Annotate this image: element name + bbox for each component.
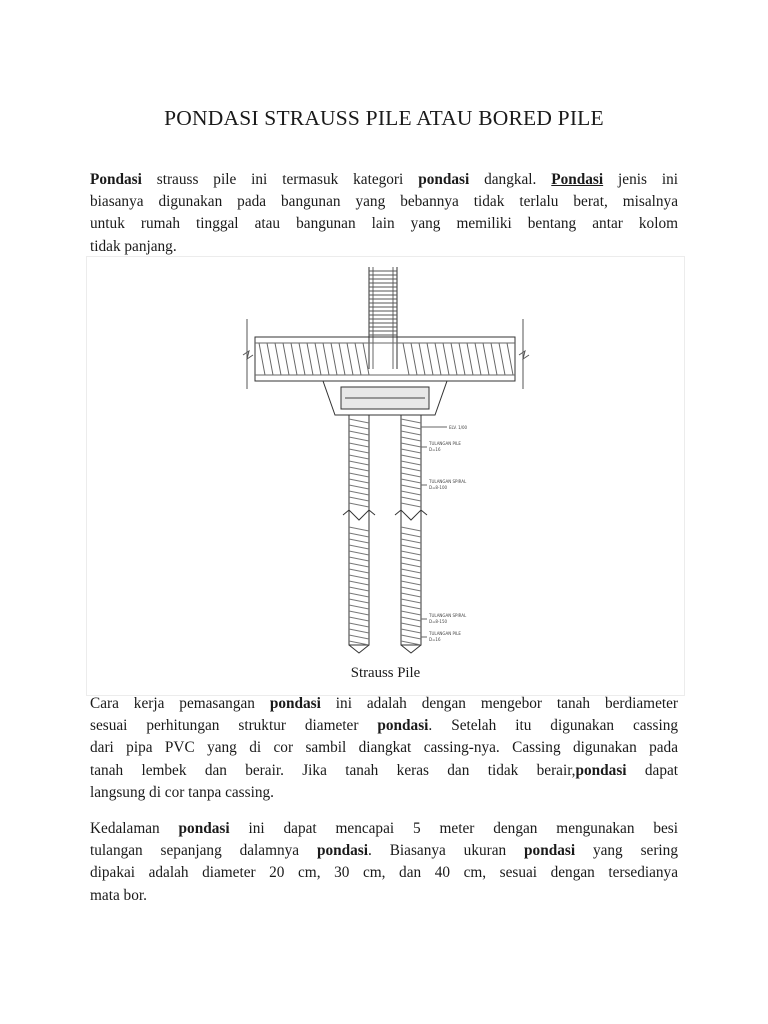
text-line bbox=[90, 693, 678, 715]
document-title: PONDASI STRAUSS PILE ATAU BORED PILE bbox=[164, 106, 604, 130]
drawing-label: TULANGAN PILE bbox=[429, 631, 461, 636]
text-line bbox=[90, 213, 678, 235]
drawing-label: D=8-150 bbox=[429, 619, 448, 624]
drawing-label: TULANGAN SPIRAL bbox=[429, 613, 467, 618]
text-segment: tanah lembek dan berair. Jika tanah keras dan tidak berair, bbox=[90, 761, 576, 779]
text-segment: langsung di cor tanpa cassing. bbox=[90, 783, 274, 801]
text-segment: dari pipa PVC yang di cor sambil diangkat cassing-nya. Cassing digunakan pada bbox=[90, 739, 678, 757]
emphasis-text: pondasi bbox=[178, 820, 230, 837]
emphasis-text bbox=[551, 171, 603, 188]
emphasis-text: pondasi bbox=[524, 842, 576, 860]
text-line bbox=[90, 715, 678, 737]
text-line bbox=[90, 737, 678, 759]
text-segment: untuk rumah tinggal atau bangunan lain yang memiliki bentang antar kolom bbox=[90, 215, 678, 233]
text-segment: biasanya digunakan pada bangunan yang bebannya tidak terlalu berat, misalnya bbox=[90, 193, 678, 211]
text-segment: jenis ini bbox=[603, 171, 678, 188]
text-segment: Kedalaman bbox=[90, 820, 179, 837]
text-segment: dapat bbox=[626, 761, 679, 779]
text-segment: ini dapat mencapai 5 meter dengan mengunakan besi bbox=[229, 820, 678, 837]
emphasis-text: pondasi bbox=[377, 717, 429, 735]
drawing-label: D=16 bbox=[429, 637, 441, 642]
emphasis-text: Pondasi bbox=[90, 171, 142, 188]
text-line bbox=[90, 782, 678, 804]
emphasis-underlined: Pondasi bbox=[551, 171, 604, 188]
text-line bbox=[90, 236, 678, 258]
paragraph-intro bbox=[90, 169, 678, 258]
emphasis-text: pondasi bbox=[575, 761, 627, 779]
text-line bbox=[90, 862, 678, 884]
drawing-label: D=8-100 bbox=[429, 485, 448, 490]
text-segment: yang sering bbox=[575, 842, 678, 860]
text-segment: sesuai perhitungan struktur diameter bbox=[90, 717, 378, 735]
figure-strauss-pile bbox=[86, 256, 685, 696]
strauss-pile-drawing bbox=[87, 257, 684, 657]
emphasis-text: pondasi bbox=[269, 695, 321, 712]
text-segment: . Biasanya ukuran bbox=[368, 842, 525, 860]
text-line bbox=[90, 818, 678, 840]
text-segment: tidak panjang. bbox=[90, 237, 177, 255]
drawing-label: TULANGAN SPIRAL bbox=[429, 479, 467, 484]
paragraph-depth bbox=[90, 818, 678, 907]
text-line bbox=[90, 840, 678, 862]
drawing-label: D=16 bbox=[429, 447, 441, 452]
text-line bbox=[90, 760, 678, 782]
figure-caption: Strauss Pile bbox=[350, 665, 421, 681]
paragraph-method bbox=[90, 693, 678, 804]
text-line bbox=[90, 885, 678, 907]
text-segment: dipakai adalah diameter 20 cm, 30 cm, dan 40 cm, sesuai dengan tersedianya bbox=[90, 864, 678, 882]
text-segment: . Setelah itu digunakan cassing bbox=[428, 717, 679, 735]
text-segment: ini adalah dengan mengebor tanah berdiameter bbox=[320, 695, 679, 712]
text-line bbox=[90, 169, 678, 191]
text-segment: strauss pile ini termasuk kategori bbox=[141, 171, 419, 188]
text-line bbox=[90, 191, 678, 213]
text-segment: dangkal. bbox=[469, 171, 552, 188]
text-segment: tulangan sepanjang dalamnya bbox=[90, 842, 317, 860]
text-segment: Cara kerja pemasangan bbox=[90, 695, 270, 712]
text-segment: mata bor. bbox=[90, 886, 147, 904]
emphasis-text: pondasi bbox=[418, 171, 470, 188]
drawing-label: ELV. 1/00 bbox=[449, 425, 468, 430]
drawing-label: TULANGAN PILE bbox=[429, 441, 461, 446]
emphasis-text: pondasi bbox=[316, 842, 368, 860]
